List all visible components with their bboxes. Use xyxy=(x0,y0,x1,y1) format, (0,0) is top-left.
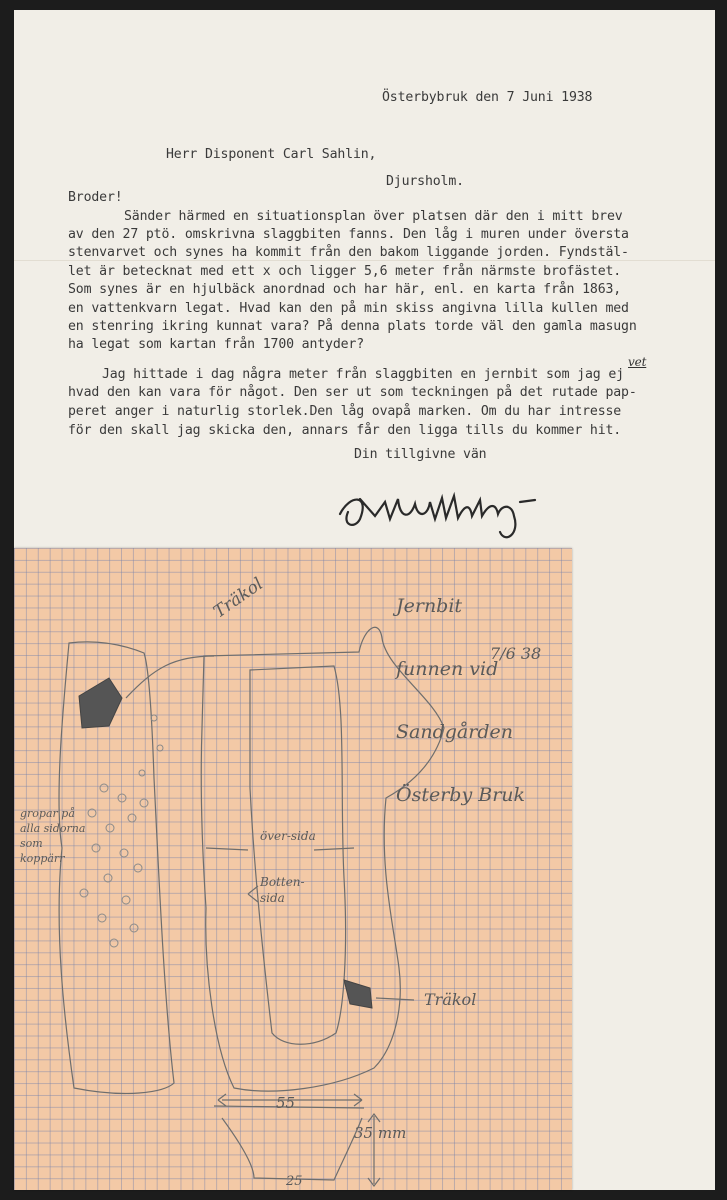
pit-marks xyxy=(80,715,163,947)
dimension-bottom: 25 xyxy=(286,1174,303,1189)
cross-section xyxy=(214,1106,364,1180)
label-trakol-top: Träkol xyxy=(210,574,267,623)
signature-image xyxy=(330,474,570,544)
sketch-date: 7/6 38 xyxy=(490,644,542,663)
body-line: Jag hittade i dag några meter från slaggbiten en jernbit som jag ej xyxy=(102,367,624,382)
handwritten-insert: vet xyxy=(628,355,647,369)
charcoal-mark-left xyxy=(79,678,122,728)
sketch-title-line: funnen vid xyxy=(396,658,499,680)
body-line: stenvarvet och synes ha kommit från den bakom liggande jorden. Fyndstäl- xyxy=(68,245,629,260)
addressee-name: Herr Disponent Carl Sahlin, xyxy=(166,147,377,162)
sketch-title-line: Sandgården xyxy=(396,721,513,743)
dateline: Österbybruk den 7 Juni 1938 xyxy=(382,90,593,105)
sketch-title xyxy=(396,554,525,848)
body-line: av den 27 ptö. omskrivna slaggbiten fanns. Den låg i muren under översta xyxy=(68,227,629,242)
leader-line xyxy=(376,998,414,1000)
sketch-title-line: Österby Bruk xyxy=(396,784,526,806)
label-bottom-side: Botten-sida xyxy=(260,875,305,905)
label-trakol-right: Träkol xyxy=(424,990,477,1009)
salutation: Broder! xyxy=(68,190,123,205)
dimension-top: 55 xyxy=(276,1094,296,1112)
label-pits: gropar på alla sidorna som koppärr xyxy=(20,807,86,865)
body-line: let är betecknat med ett x och ligger 5,6 meter från närmste brofästet. xyxy=(68,264,622,279)
body-line: hvad den kan vara för något. Den ser ut som teckningen på det rutade pap- xyxy=(68,385,637,400)
dimension-height: 35 mm xyxy=(354,1124,407,1142)
body-line: en stenring ikring kunnat vara? På denna plats torde väl den gamla masugn xyxy=(68,319,637,334)
graph-paper-sketch xyxy=(14,548,572,1190)
arrow-line xyxy=(206,848,354,850)
body-line: ha legat som kartan från 1700 antyder? xyxy=(68,337,365,352)
closing: Din tillgivne vän xyxy=(354,447,487,462)
leader-line xyxy=(126,656,214,698)
body-line: en vattenkvarn legat. Hvad kan den på min skiss angivna lilla kullen med xyxy=(68,301,629,316)
inner-outline xyxy=(250,666,346,1044)
body-line: Sänder härmed en situationsplan över platsen där den i mitt brev xyxy=(124,209,623,224)
body-line: Som synes är en hjulbäck anordnad och har här, enl. en karta från 1863, xyxy=(68,282,622,297)
charcoal-mark-right xyxy=(344,980,372,1008)
label-top-side: över-sida xyxy=(260,829,316,843)
sketch-title-line: Jernbit xyxy=(396,595,463,617)
body-line: för den skall jag skicka den, annars får den ligga tills du kommer hit. xyxy=(68,423,622,438)
body-line: peret anger i naturlig storlek.Den låg ovapå marken. Om du har intresse xyxy=(68,404,622,419)
addressee-place: Djursholm. xyxy=(386,174,464,189)
typed-letter xyxy=(14,10,715,550)
